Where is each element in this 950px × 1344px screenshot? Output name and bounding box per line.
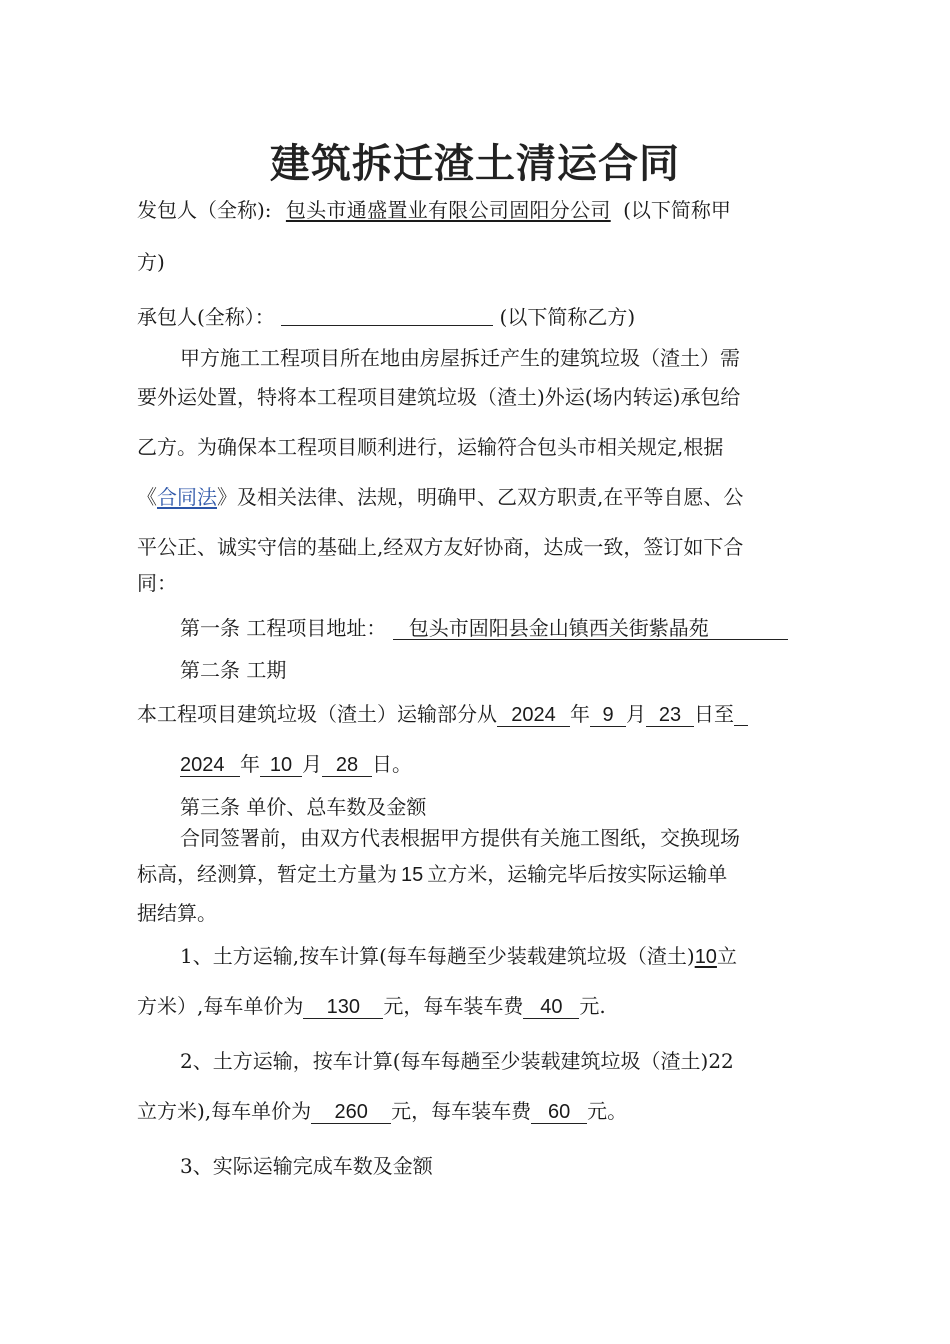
article-3-p1-line-3: 据结算。 bbox=[137, 901, 217, 925]
item-1-fee: 40 bbox=[523, 997, 579, 1019]
intro-line-6: 同： bbox=[137, 571, 177, 595]
party-b-suffix: (以下简称乙方) bbox=[499, 305, 636, 329]
item-1-volume: 10 bbox=[694, 946, 717, 968]
intro-line-1: 甲方施工工程项目所在地由房屋拆迁产生的建筑垃圾（渣土）需 bbox=[180, 346, 740, 370]
item-1-end: 元. bbox=[579, 994, 606, 1018]
article-1-label: 第一条 工程项目地址： bbox=[180, 616, 387, 640]
end-date-lead-blank bbox=[734, 704, 748, 726]
to-char: 至 bbox=[714, 702, 734, 726]
period-prefix: 本工程项目建筑垃圾（渣土）运输部分从 bbox=[137, 702, 497, 726]
month-char-1: 月 bbox=[626, 702, 646, 726]
item-1-line-1 bbox=[180, 946, 737, 967]
year-char-1: 年 bbox=[570, 702, 590, 726]
end-year: 2024 bbox=[180, 755, 240, 777]
party-b-name-blank bbox=[281, 307, 493, 326]
year-char-2: 年 bbox=[240, 752, 260, 776]
day-char-2: 日 bbox=[372, 752, 392, 776]
item-2-fee: 60 bbox=[531, 1102, 587, 1124]
item-1-text: 1、土方运输,按车计算(每车每趟至少装载建筑垃圾（渣土) bbox=[180, 944, 695, 968]
item-1-unit: 立 bbox=[716, 944, 737, 968]
intro-bracket-open: 《 bbox=[137, 485, 157, 509]
contract-law-link[interactable]: 合同法 bbox=[157, 485, 217, 509]
item-2-line-1: 2、土方运输，按车计算(每车每趟至少装载建筑垃圾（渣土)22 bbox=[180, 1049, 734, 1073]
item-1-fee-label: 元，每车装车费 bbox=[383, 994, 524, 1018]
start-day: 23 bbox=[646, 705, 694, 727]
item-2-fee-label: 元，每车装车费 bbox=[391, 1099, 532, 1123]
period-line-2 bbox=[180, 754, 412, 777]
intro-line-4 bbox=[137, 487, 743, 507]
estimate-suffix: 立方米，运输完毕后按实际运输单 bbox=[427, 862, 728, 886]
start-month: 9 bbox=[590, 705, 626, 727]
start-year: 2024 bbox=[497, 705, 570, 727]
party-b-line bbox=[137, 307, 635, 327]
document-title: 建筑拆迁渣土清运合同 bbox=[270, 140, 680, 187]
article-3-label: 第三条 单价、总车数及金额 bbox=[180, 795, 427, 819]
intro-line-5: 平公正、诚实守信的基础上,经双方友好协商，达成一致，签订如下合 bbox=[137, 535, 744, 559]
item-2-end: 元。 bbox=[587, 1099, 628, 1123]
end-period: 。 bbox=[392, 752, 412, 776]
party-b-label: 承包人(全称）： bbox=[137, 305, 275, 329]
intro-line-3: 乙方。为确保本工程项目顺利进行，运输符合包头市相关规定,根据 bbox=[137, 435, 724, 459]
period-line-1 bbox=[137, 704, 748, 727]
day-char-1: 日 bbox=[694, 702, 714, 726]
item-1-price: 130 bbox=[303, 997, 383, 1019]
party-a-label: 发包人（全称): bbox=[137, 198, 272, 222]
party-a-name: 包头市通盛置业有限公司固阳分公司 bbox=[285, 198, 611, 222]
estimated-volume: 15 bbox=[401, 864, 424, 886]
party-a-line bbox=[137, 200, 731, 220]
estimate-prefix: 标高，经测算，暂定土方量为 bbox=[137, 862, 397, 886]
month-char-2: 月 bbox=[302, 752, 322, 776]
article-3-p1-line-2 bbox=[137, 864, 727, 885]
item-2-price: 260 bbox=[311, 1102, 391, 1124]
end-day: 28 bbox=[322, 755, 372, 777]
item-1-line-2 bbox=[137, 996, 606, 1019]
article-3-p1-line-1: 合同签署前，由双方代表根据甲方提供有关施工图纸，交换现场 bbox=[180, 826, 740, 850]
item-3-line: 3、实际运输完成车数及金额 bbox=[180, 1154, 433, 1178]
article-2-label: 第二条 工期 bbox=[180, 658, 287, 682]
article-1-line bbox=[180, 618, 788, 640]
intro-line-4-rest: 》及相关法律、法规，明确甲、乙双方职责,在平等自愿、公 bbox=[217, 485, 744, 509]
end-month: 10 bbox=[260, 755, 302, 777]
intro-line-2: 要外运处置，特将本工程项目建筑垃圾（渣土)外运(场内转运)承包给 bbox=[137, 385, 741, 409]
party-a-suffix: (以下简称甲 bbox=[623, 198, 731, 222]
item-2-line-2 bbox=[137, 1101, 627, 1124]
party-a-suffix-cont: 方) bbox=[137, 250, 165, 274]
item-1-price-label: 方米）,每车单价为 bbox=[137, 994, 304, 1018]
project-address: 包头市固阳县金山镇西关街紫晶苑 bbox=[393, 618, 788, 640]
item-2-price-label: 立方米),每车单价为 bbox=[137, 1099, 312, 1123]
